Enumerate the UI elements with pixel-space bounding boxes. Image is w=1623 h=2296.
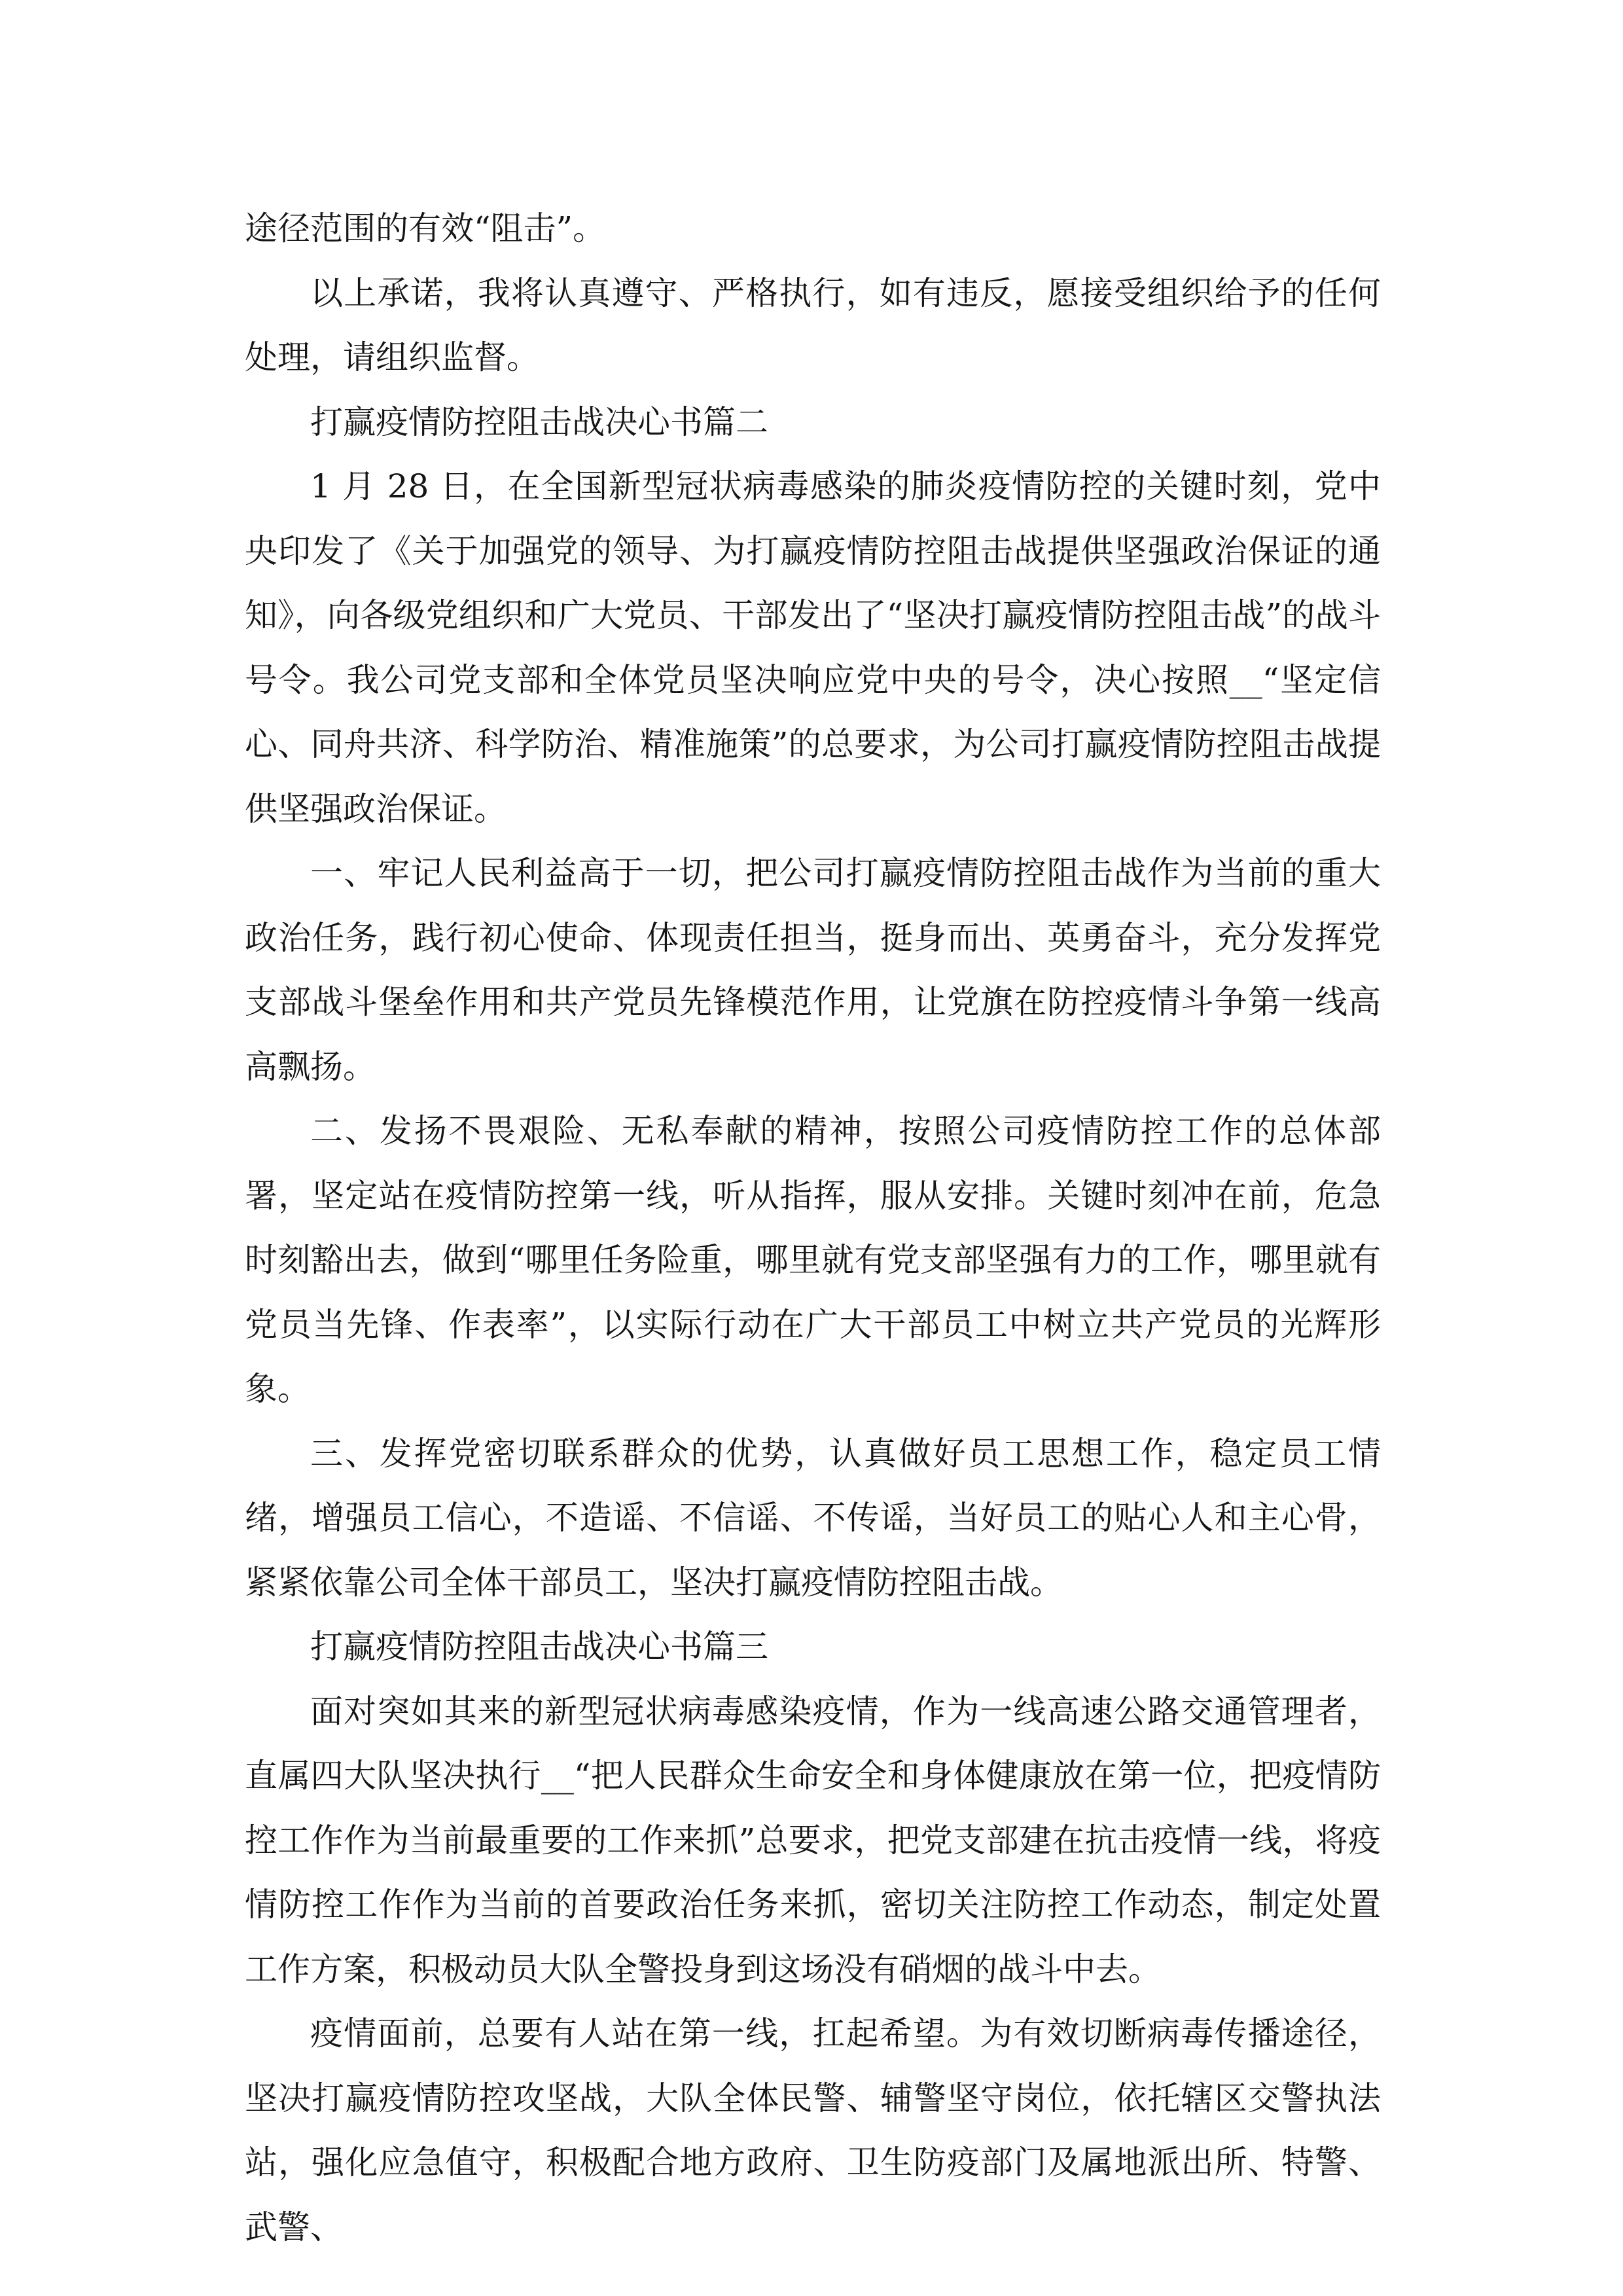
section-heading-part-two: 打赢疫情防控阻击战决心书篇二: [310, 403, 768, 441]
section-heading-part-three: 打赢疫情防控阻击战决心书篇三: [310, 1628, 768, 1666]
paragraph-point-two: 二、发扬不畏艰险、无私奉献的精神，按照公司疫情防控工作的总体部署，坚定站在疫情防控第一线，听从指挥，服从安排。关键时刻冲在前，危急时刻豁出去，做到“哪里任务险重，哪里就有党支部坚强有力的工作，哪里就有党员当先锋、作表率”，以实际行动在广大干部员工中树立共产党员的光辉形象。: [245, 1112, 1381, 1408]
paragraph-brigade-response: 面对突如其来的新型冠状病毒感染疫情，作为一线高速公路交通管理者，直属四大队坚决执行__“把人民群众生命安全和身体健康放在第一位，把疫情防控工作作为当前最重要的工作来抓”总要求，把党支部建在抗击疫情一线，将疫情防控工作作为当前的首要政治任务来抓，密切关注防控工作动态，制定处置工作方案，积极动员大队全警投身到这场没有硝烟的战斗中去。: [245, 1692, 1381, 1988]
paragraph-notice-intro: 1 月 28 日，在全国新型冠状病毒感染的肺炎疫情防控的关键时刻，党中央印发了《关于加强党的领导、为打赢疫情防控阻击战提供坚强政治保证的通知》，向各级党组织和广大党员、干部发出了“坚决打赢疫情防控阻击战”的战斗号令。我公司党支部和全体党员坚决响应党中央的号令，决心按照__“坚定信心、同舟共济、科学防治、精准施策”的总要求，为公司打赢疫情防控阻击战提供坚强政治保证。: [245, 467, 1381, 828]
paragraph-frontline: 疫情面前，总要有人站在第一线，扛起希望。为有效切断病毒传播途径，坚决打赢疫情防控攻坚战，大队全体民警、辅警坚守岗位，依托辖区交警执法站，强化应急值守，积极配合地方政府、卫生防疫部门及属地派出所、特警、武警、: [245, 2015, 1381, 2246]
paragraph-point-three: 三、发挥党密切联系群众的优势，认真做好员工思想工作，稳定员工情绪，增强员工信心，不造谣、不信谣、不传谣，当好员工的贴心人和主心骨，紧紧依靠公司全体干部员工，坚决打赢疫情防控阻击战。: [245, 1434, 1381, 1602]
document-body: [245, 196, 1381, 2259]
paragraph-point-one: 一、牢记人民利益高于一切，把公司打赢疫情防控阻击战作为当前的重大政治任务，践行初心使命、体现责任担当，挺身而出、英勇奋斗，充分发挥党支部战斗堡垒作用和共产党员先锋模范作用，让党旗在防控疫情斗争第一线高高飘扬。: [245, 854, 1381, 1086]
paragraph-commitment-closing: 以上承诺，我将认真遵守、严格执行，如有违反，愿接受组织给予的任何处理，请组织监督。: [245, 274, 1381, 376]
paragraph-continuation: 途径范围的有效“阻击”。: [245, 209, 606, 247]
